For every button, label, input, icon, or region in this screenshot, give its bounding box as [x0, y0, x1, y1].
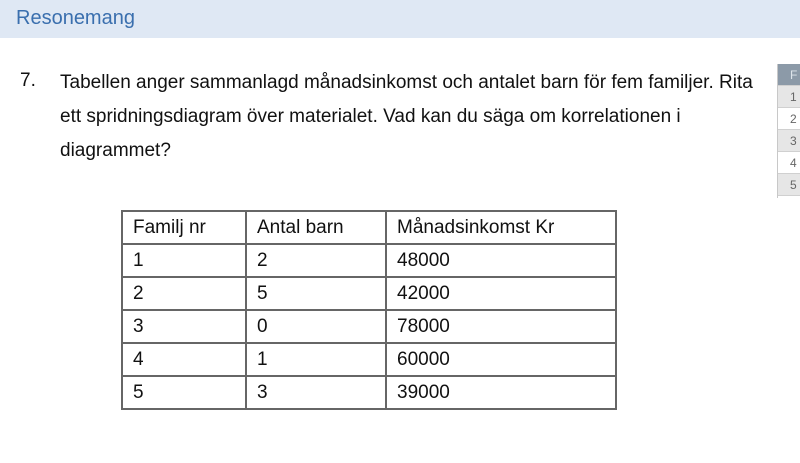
table-cell: 5: [246, 277, 386, 310]
table-cell: 42000: [386, 277, 616, 310]
column-header-children: Antal barn: [246, 211, 386, 244]
table-cell: 48000: [386, 244, 616, 277]
table-row: [122, 244, 616, 277]
side-cell: 1: [778, 86, 800, 108]
side-cell: 5: [778, 174, 800, 196]
table-cell: 1: [246, 343, 386, 376]
table-cell: 2: [122, 277, 246, 310]
table-cell: 3: [246, 376, 386, 409]
column-header-income: Månadsinkomst Kr: [386, 211, 616, 244]
table-cell: 3: [122, 310, 246, 343]
column-header-family: Familj nr: [122, 211, 246, 244]
table-cell: 2: [246, 244, 386, 277]
table-cell: 60000: [386, 343, 616, 376]
data-table: [121, 210, 617, 410]
section-title: Resonemang: [16, 7, 135, 29]
side-cell: 4: [778, 152, 800, 174]
side-table-fragment: [777, 64, 800, 198]
table-row: [122, 277, 616, 310]
table-cell: 5: [122, 376, 246, 409]
question-text: Tabellen anger sammanlagd månadsinkomst och antalet barn för fem familjer. Rita ett spridningsdiagram över materialet. Vad kan du säga om korrelationen i diagrammet?: [60, 72, 753, 161]
table-cell: 1: [122, 244, 246, 277]
table-row: [122, 343, 616, 376]
table-cell: 39000: [386, 376, 616, 409]
side-cell: 2: [778, 108, 800, 130]
table-cell: 0: [246, 310, 386, 343]
table-header-row: [122, 211, 616, 244]
table-cell: 4: [122, 343, 246, 376]
side-cell: 3: [778, 130, 800, 152]
section-header: [0, 0, 800, 38]
side-cell: F: [778, 64, 800, 86]
table-row: [122, 376, 616, 409]
table-row: [122, 310, 616, 343]
table-cell: 78000: [386, 310, 616, 343]
question-number: 7.: [20, 70, 36, 91]
